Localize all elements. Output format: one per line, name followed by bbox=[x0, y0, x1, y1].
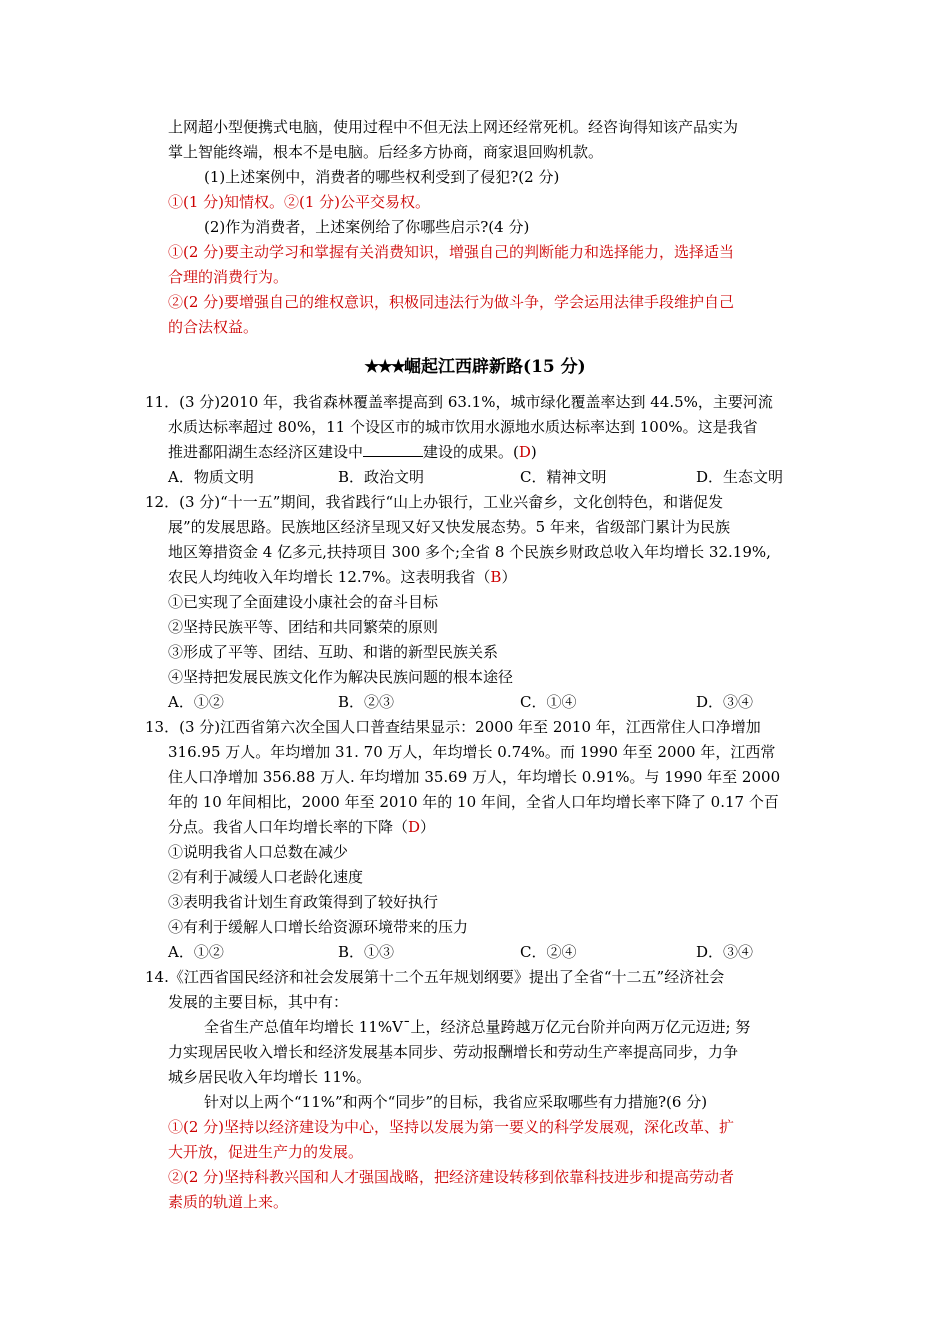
statement-item: ③表明我省计划生育政策得到了较好执行 bbox=[168, 893, 439, 911]
option-a: A．①② bbox=[168, 693, 224, 711]
question-11-options bbox=[168, 465, 808, 489]
statement-item: ④有利于缓解人口增长给资源环境带来的压力 bbox=[168, 918, 469, 936]
statement-item: ①已实现了全面建设小康社会的奋斗目标 bbox=[168, 593, 439, 611]
question-14-line: 14.《江西省国民经济和社会发展第十二个五年规划纲要》提出了全省“十二五”经济社会 bbox=[145, 968, 725, 986]
case-answer-2-line: 的合法权益。 bbox=[168, 318, 259, 336]
option-c: C．②④ bbox=[520, 943, 577, 961]
option-c: C．①④ bbox=[520, 693, 577, 711]
option-b: B．①③ bbox=[338, 943, 395, 961]
section-title-text: 崛起江西辟新路(15 分) bbox=[404, 357, 586, 377]
question-12-options bbox=[168, 690, 808, 714]
option-d: D．③④ bbox=[696, 693, 754, 711]
question-11-line bbox=[168, 440, 808, 464]
question-12-text: ） bbox=[501, 568, 517, 586]
question-13-options bbox=[168, 940, 808, 964]
question-14-quote-line: 力实现居民收入增长和经济发展基本同步、劳动报酬增长和劳动生产率提高同步，力争 bbox=[168, 1043, 739, 1061]
fill-blank bbox=[363, 442, 423, 457]
question-13-line bbox=[168, 815, 808, 839]
question-13-line: 316.95 万人。年均增加 31. 70 万人，年均增长 0.74%。而 1990 年至 2000 年，江西常 bbox=[168, 743, 776, 761]
statement-item: ④坚持把发展民族文化作为解决民族问题的根本途径 bbox=[168, 668, 514, 686]
question-14-quote-line: 城乡居民收入年均增长 11%。 bbox=[168, 1068, 372, 1086]
question-13-line: 年的 10 年间相比，2000 年至 2010 年的 10 年间，全省人口年均增长率下降了 0.17 个百 bbox=[168, 793, 779, 811]
question-12-line: 地区筹措资金 4 亿多元,扶持项目 300 多个;全省 8 个民族乡财政总收入年均增长 32.19%, bbox=[168, 543, 771, 561]
case-question-2: (2)作为消费者，上述案例给了你哪些启示?(4 分) bbox=[204, 218, 530, 236]
option-a: A．①② bbox=[168, 943, 224, 961]
statement-item: ①说明我省人口总数在减少 bbox=[168, 843, 349, 861]
answer-letter: D bbox=[408, 818, 421, 836]
question-13-line: 13．(3 分)江西省第六次全国人口普查结果显示：2000 年至 2010 年，江西常住人口净增加 bbox=[145, 718, 761, 736]
answer-letter: D bbox=[518, 443, 531, 461]
question-11-text: 建设的成果。( bbox=[423, 443, 519, 461]
question-12-line: 展”的发展思路。民族地区经济呈现又好又快发展态势。5 年来，省级部门累计为民族 bbox=[168, 518, 730, 536]
question-11-line: 水质达标率超过 80%，11 个设区市的城市饮用水源地水质达标率达到 100%。这是我省 bbox=[168, 418, 758, 436]
case-question-1: (1)上述案例中，消费者的哪些权利受到了侵犯?(2 分) bbox=[204, 168, 560, 186]
question-13-line: 住人口净增加 356.88 万人. 年均增加 35.69 万人，年均增长 0.91%。与 1990 年至 2000 bbox=[168, 768, 781, 786]
option-b: B．②③ bbox=[338, 693, 395, 711]
question-13-text: 分点。我省人口年均增长率的下降（ bbox=[168, 818, 409, 836]
question-14-answer-line: ①(2 分)坚持以经济建设为中心，坚持以发展为第一要义的科学发展观，深化改革、扩 bbox=[168, 1118, 735, 1136]
case-text-line: 掌上智能终端，根本不是电脑。后经多方协商，商家退回购机款。 bbox=[168, 143, 604, 161]
option-b: B．政治文明 bbox=[338, 468, 425, 486]
case-text-line: 上网超小型便携式电脑，使用过程中不但无法上网还经常死机。经咨询得知该产品实为 bbox=[168, 118, 739, 136]
option-d: D．③④ bbox=[696, 943, 754, 961]
question-14-answer-line: 大开放，促进生产力的发展。 bbox=[168, 1143, 364, 1161]
question-11-text: ) bbox=[530, 443, 537, 461]
case-answer-2-line: ①(2 分)要主动学习和掌握有关消费知识，增强自己的判断能力和选择能力，选择适当 bbox=[168, 243, 735, 261]
question-12-line: 12．(3 分)“十一五”期间，我省践行“山上办银行，工业兴畲乡，文化创特色，和谐促发 bbox=[145, 493, 724, 511]
question-14-answer-line: 素质的轨道上来。 bbox=[168, 1193, 289, 1211]
statement-item: ②坚持民族平等、团结和共同繁荣的原则 bbox=[168, 618, 439, 636]
question-12-text: 农民人均纯收入年均增长 12.7%。这表明我省（ bbox=[168, 568, 491, 586]
option-a: A．物质文明 bbox=[168, 468, 254, 486]
answer-letter: B bbox=[490, 568, 502, 586]
option-c: C．精神文明 bbox=[520, 468, 607, 486]
option-d: D．生态文明 bbox=[696, 468, 784, 486]
question-14-quote-line: 全省生产总值年均增长 11%V¯上，经济总量跨越万亿元台阶并向两万亿元迈进; 努 bbox=[204, 1018, 751, 1036]
question-13-text: ） bbox=[420, 818, 436, 836]
case-answer-2-line: 合理的消费行为。 bbox=[168, 268, 289, 286]
star-icons: ★★★ bbox=[364, 357, 405, 377]
question-11-line: 11．(3 分)2010 年，我省森林覆盖率提高到 63.1%，城市绿化覆盖率达到 44.5%，主要河流 bbox=[145, 393, 773, 411]
question-12-line bbox=[168, 565, 808, 589]
section-title bbox=[0, 352, 950, 382]
question-11-text: 推进鄱阳湖生态经济区建设中 bbox=[168, 443, 364, 461]
statement-item: ②有利于减缓人口老龄化速度 bbox=[168, 868, 364, 886]
statement-item: ③形成了平等、团结、互助、和谐的新型民族关系 bbox=[168, 643, 499, 661]
case-answer-2-line: ②(2 分)要增强自己的维权意识，积极同违法行为做斗争，学会运用法律手段维护自己 bbox=[168, 293, 735, 311]
question-14-prompt: 针对以上两个“11%”和两个“同步”的目标，我省应采取哪些有力措施?(6 分) bbox=[204, 1093, 708, 1111]
question-14-line: 发展的主要目标，其中有： bbox=[168, 993, 349, 1011]
question-14-answer-line: ②(2 分)坚持科教兴国和人才强国战略，把经济建设转移到依靠科技进步和提高劳动者 bbox=[168, 1168, 735, 1186]
case-answer-1: ①(1 分)知情权。②(1 分)公平交易权。 bbox=[168, 193, 431, 211]
